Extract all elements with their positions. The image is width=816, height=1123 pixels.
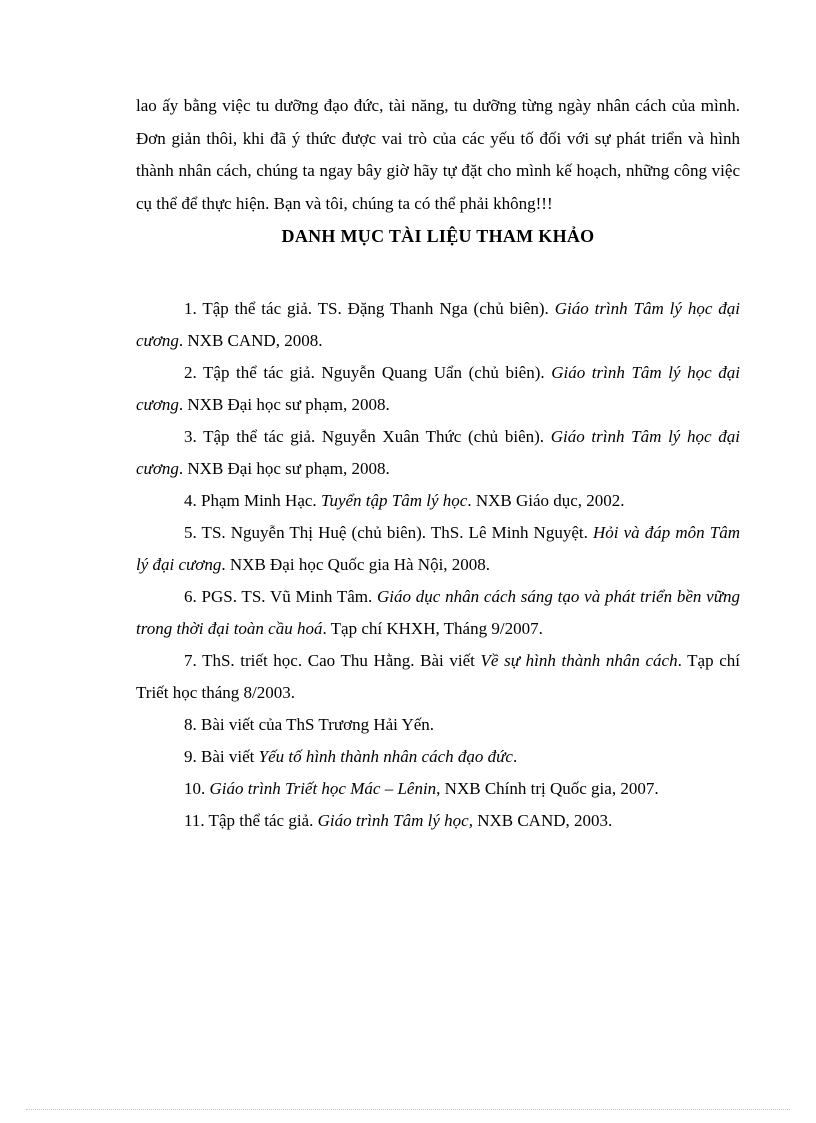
section-title: DANH MỤC TÀI LIỆU THAM KHẢO <box>281 226 595 246</box>
reference-item-9: 9. Bài viết Yếu tố hình thành nhân cách đạo đức. <box>184 747 518 766</box>
reference-title: Yếu tố hình thành nhân cách đạo đức <box>258 747 513 766</box>
reference-title: Hỏi và đáp môn Tâm lý đại cương <box>136 523 740 574</box>
reference-title: Tuyển tập Tâm lý học <box>320 491 468 510</box>
reference-title: Giáo trình Tâm lý học đại cương <box>136 363 740 414</box>
reference-title: Giáo dục nhân cách sáng tạo và phát triển bền vững trong thời đại toàn cầu hoá <box>136 587 740 638</box>
reference-title: Giáo trình Triết học Mác – Lênin <box>209 779 437 798</box>
reference-item-1: 1. Tập thể tác giả. TS. Đặng Thanh Nga (chủ biên). Giáo trình Tâm lý học đại cương. NXB CAND, 2008. <box>136 299 740 350</box>
reference-item-2: 2. Tập thể tác giả. Nguyễn Quang Uẩn (chủ biên). Giáo trình Tâm lý học đại cương. NXB Đại học sư phạm, 2008. <box>136 363 740 414</box>
reference-item-7: 7. ThS. triết học. Cao Thu Hằng. Bài viết Về sự hình thành nhân cách. Tạp chí Triết học tháng 8/2003. <box>136 651 740 702</box>
reference-list <box>136 293 740 837</box>
page-bottom-border <box>26 1109 790 1110</box>
reference-title: Giáo trình Tâm lý học đại cương <box>136 427 740 478</box>
intro-paragraph: lao ấy bằng việc tu dưỡng đạo đức, tài năng, tu dưỡng từng ngày nhân cách của mình. Đơn giản thôi, khi đã ý thức được vai trò của các yếu tố đối với sự phát triển và hình thành nhân cách, chúng ta ngay bây giờ hãy tự đặt cho mình kế hoạch, những công việc cụ thể để thực hiện. Bạn và tôi, chúng ta có thể phải không!!! <box>136 96 740 213</box>
reference-item-10: 10. Giáo trình Triết học Mác – Lênin, NXB Chính trị Quốc gia, 2007. <box>184 779 659 798</box>
reference-title: Giáo trình Tâm lý học đại cương <box>136 299 740 350</box>
reference-item-5: 5. TS. Nguyễn Thị Huệ (chủ biên). ThS. Lê Minh Nguyệt. Hỏi và đáp môn Tâm lý đại cương. NXB Đại học Quốc gia Hà Nội, 2008. <box>136 523 740 574</box>
reference-title: Giáo trình Tâm lý học, <box>317 811 473 830</box>
document-page <box>136 90 740 837</box>
reference-item-3: 3. Tập thể tác giả. Nguyễn Xuân Thức (chủ biên). Giáo trình Tâm lý học đại cương. NXB Đại học sư phạm, 2008. <box>136 427 740 478</box>
reference-item-4: 4. Phạm Minh Hạc. Tuyển tập Tâm lý học. NXB Giáo dục, 2002. <box>184 491 625 510</box>
reference-item-6: 6. PGS. TS. Vũ Minh Tâm. Giáo dục nhân cách sáng tạo và phát triển bền vững trong thời đại toàn cầu hoá. Tạp chí KHXH, Tháng 9/2007. <box>136 587 740 638</box>
reference-item-8: 8. Bài viết của ThS Trương Hải Yến. <box>184 715 435 734</box>
reference-item-11: 11. Tập thể tác giả. Giáo trình Tâm lý học, NXB CAND, 2003. <box>184 811 613 830</box>
reference-title: Về sự hình thành nhân cách <box>480 651 678 670</box>
